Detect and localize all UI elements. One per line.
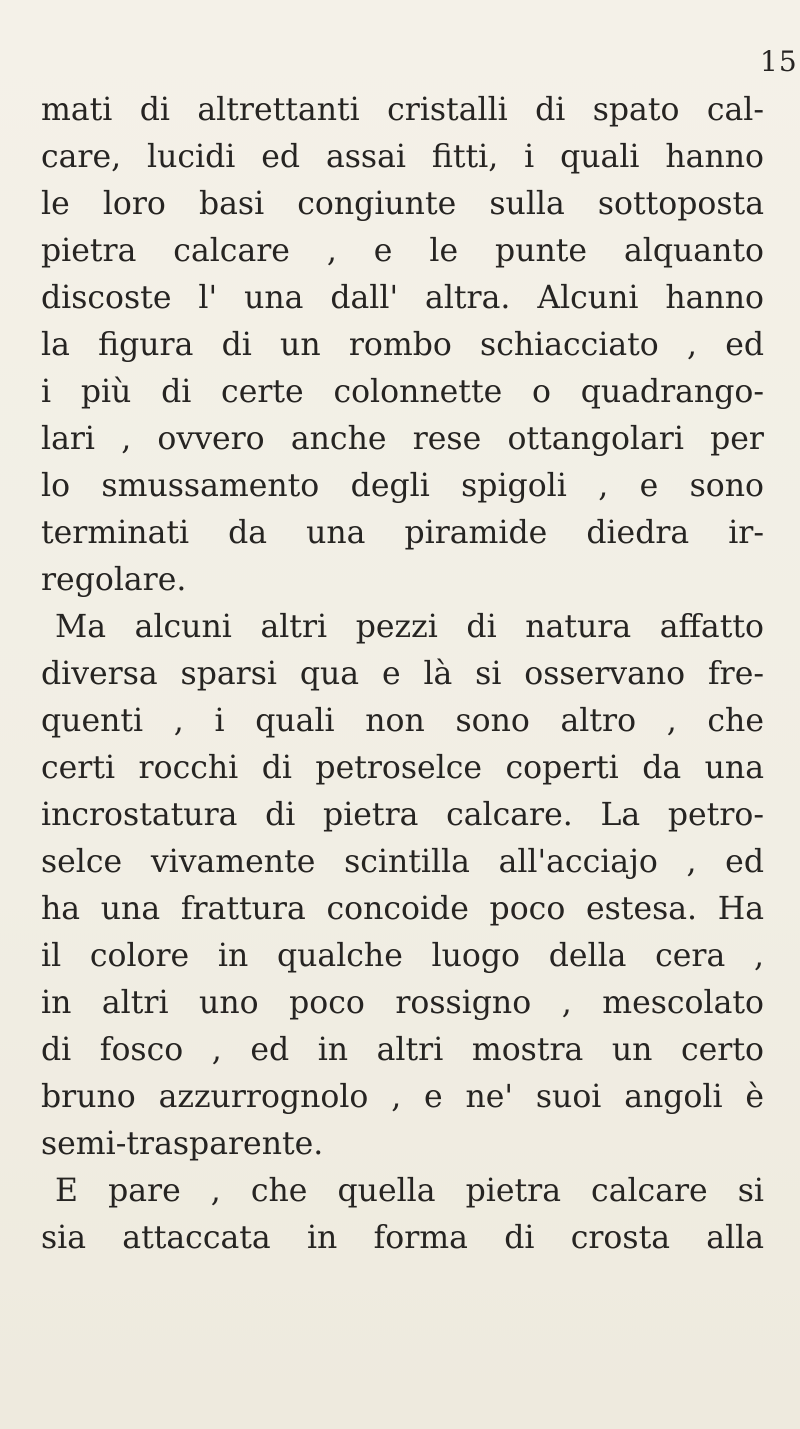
text-line: selce vivamente scintilla all'acciajo , ed [41, 844, 764, 880]
text-line: lari , ovvero anche rese ottangolari per [41, 421, 764, 457]
text-line: il colore in qualche luogo della cera , [41, 938, 764, 974]
text-line: le loro basi congiunte sulla sottoposta [41, 186, 764, 222]
page-number: 15 [760, 45, 798, 78]
text-line: care, lucidi ed assai fitti, i quali hanno [41, 139, 764, 175]
text-line: regolare. [41, 562, 187, 598]
text-line: lo smussamento degli spigoli , e sono [41, 468, 764, 504]
text-line: bruno azzurrognolo , e ne' suoi angoli è [41, 1079, 764, 1115]
text-line: in altri uno poco rossigno , mescolato [41, 985, 764, 1021]
text-line: mati di altrettanti cristalli di spato cal- [41, 92, 764, 128]
text-line: pietra calcare , e le punte alquanto [41, 233, 764, 269]
text-line: diversa sparsi qua e là si osservano fre- [41, 656, 764, 692]
text-line: sia attaccata in forma di crosta alla [41, 1220, 764, 1256]
text-line: la figura di un rombo schiacciato , ed [41, 327, 764, 363]
text-line: certi rocchi di petroselce coperti da una [41, 750, 764, 786]
text-line: discoste l' una dall' altra. Alcuni hanno [41, 280, 764, 316]
text-line: ha una frattura concoide poco estesa. Ha [41, 891, 764, 927]
text-line: Ma alcuni altri pezzi di natura affatto [55, 609, 764, 645]
text-line: quenti , i quali non sono altro , che [41, 703, 764, 739]
text-line: semi-trasparente. [41, 1126, 324, 1162]
text-line: terminati da una piramide diedra ir- [41, 515, 764, 551]
text-line: i più di certe colonnette o quadrango- [41, 374, 764, 410]
text-line: incrostatura di pietra calcare. La petro- [41, 797, 764, 833]
text-line: di fosco , ed in altri mostra un certo [41, 1032, 764, 1068]
text-line: E pare , che quella pietra calcare si [55, 1173, 764, 1209]
